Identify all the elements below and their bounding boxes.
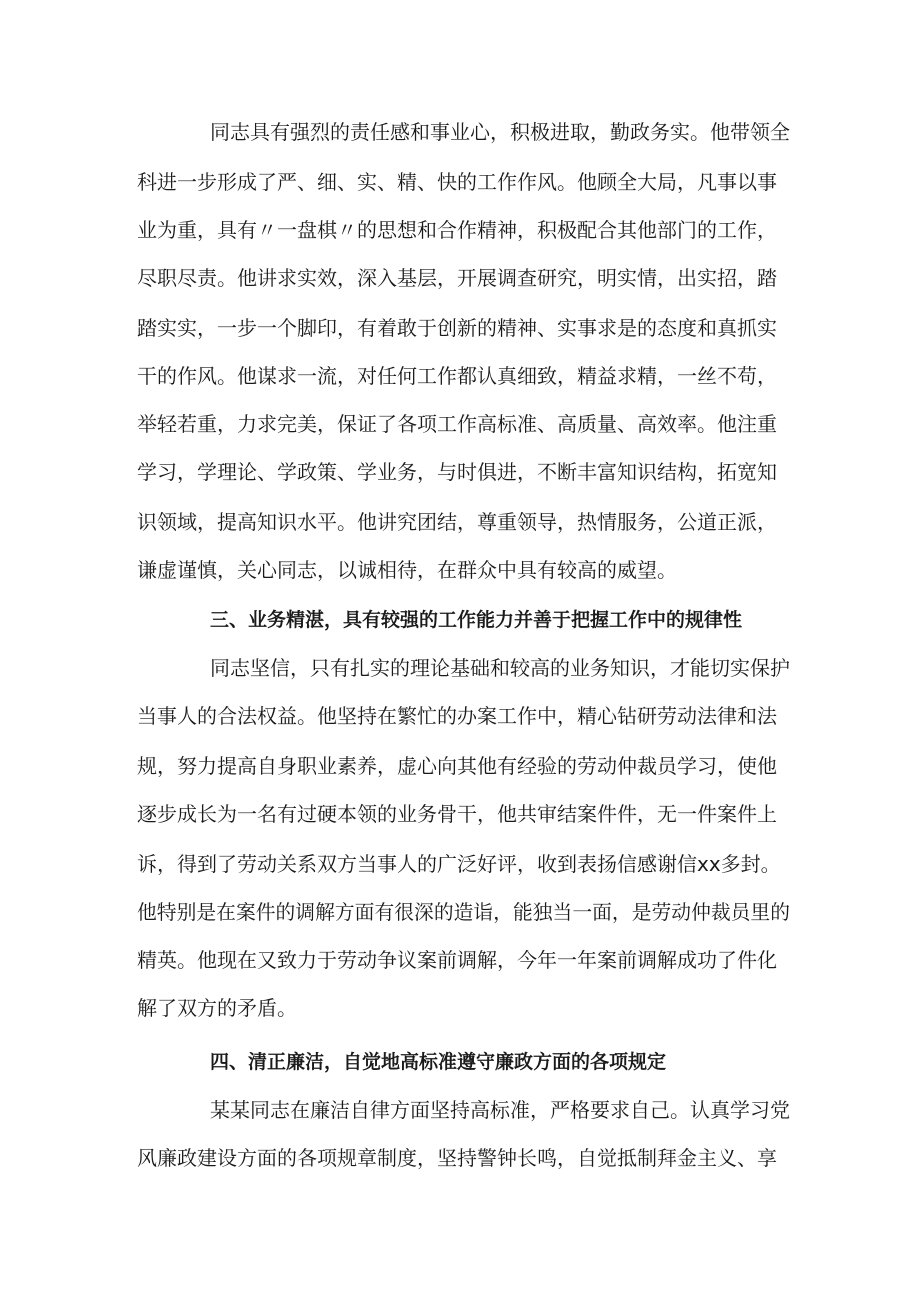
section-heading-4: 四、清正廉洁，自觉地高标准遵守廉政方面的各项规定 (210, 1051, 667, 1073)
paragraph-1-line-2: 科进一步形成了严、细、实、精、快的工作作风。他顾全大局，凡事以事 (137, 170, 777, 194)
paragraph-1-line-8: 学习，学理论、学政策、学业务，与时俱进，不断丰富知识结构，拓宽知 (137, 460, 777, 484)
paragraph-1-line-1: 同志具有强烈的责任感和事业心，积极进取，勤政务实。他带领全 (210, 120, 790, 144)
paragraph-2-line-6: 他特别是在案件的调解方面有很深的造诣，能独当一面，是劳动仲裁员里的 (137, 900, 791, 924)
paragraph-1-line-6: 干的作风。他谋求一流，对任何工作都认真细致，精益求精，一丝不苟， (137, 364, 777, 388)
paragraph-2-line-4: 逐步成长为一名有过硬本领的业务骨干，他共审结案件件，无一件案件上 (137, 802, 777, 826)
paragraph-2-line-7: 精英。他现在又致力于劳动争议案前调解，今年一年案前调解成功了件化 (137, 948, 777, 972)
paragraph-2-line-8: 解了双方的矛盾。 (137, 996, 297, 1020)
paragraph-1-line-5: 踏实实，一步一个脚印，有着敢于创新的精神、实事求是的态度和真抓实 (137, 316, 777, 340)
paragraph-2-line-3: 规，努力提高自身职业素养，虚心向其他有经验的劳动仲裁员学习，使他 (137, 754, 777, 778)
paragraph-3-line-2: 风廉政建设方面的各项规章制度，坚持警钟长鸣，自觉抵制拜金主义、享 (137, 1146, 777, 1170)
paragraph-2-line-1: 同志坚信，只有扎实的理论基础和较高的业务知识，才能切实保护 (210, 656, 790, 680)
paragraph-1-line-9: 识领域，提高知识水平。他讲究团结，尊重领导，热情服务，公道正派， (137, 510, 777, 534)
paragraph-3-line-1: 某某同志在廉洁自律方面坚持高标准，严格要求自己。认真学习党 (210, 1098, 790, 1122)
paragraph-1-line-3: 业为重，具有〃一盘棋〃的思想和合作精神，积极配合其他部门的工作， (137, 218, 777, 242)
paragraph-1-line-7: 举轻若重，力求完美，保证了各项工作高标准、高质量、高效率。他注重 (137, 412, 777, 436)
paragraph-1-line-10: 谦虚谨慎，关心同志，以诚相待，在群众中具有较高的威望。 (137, 558, 677, 582)
paragraph-1-line-4: 尽职尽责。他讲求实效，深入基层，开展调查研究，明实情，出实招，踏 (137, 266, 777, 290)
section-heading-3: 三、业务精湛，具有较强的工作能力并善于把握工作中的规律性 (210, 609, 743, 631)
paragraph-2-line-5: 诉，得到了劳动关系双方当事人的广泛好评，收到表扬信感谢信xx多封。 (137, 852, 781, 876)
paragraph-2-line-2: 当事人的合法权益。他坚持在繁忙的办案工作中，精心钻研劳动法律和法 (137, 704, 777, 728)
